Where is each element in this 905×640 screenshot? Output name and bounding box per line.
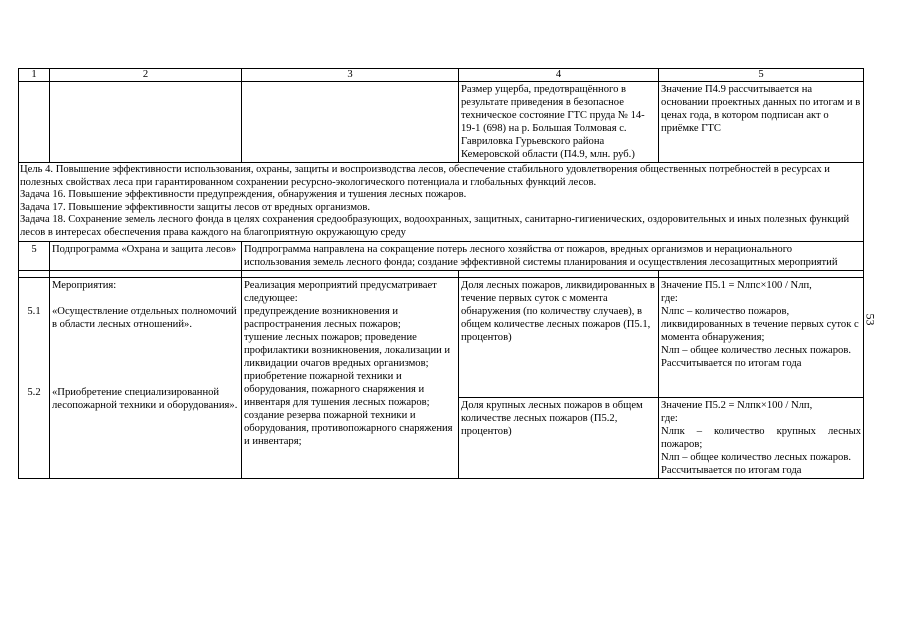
program-table <box>18 68 864 479</box>
activity-row-5-1 <box>19 277 864 397</box>
def-5-2-b: Nлп – общее количество лесных пожаров. <box>661 451 851 463</box>
goal-row <box>19 163 864 242</box>
header-col-4: 4 <box>459 69 659 82</box>
calc-5-2: Рассчитывается по итогам года <box>661 464 802 476</box>
page-number: 53 <box>863 313 878 326</box>
header-col-3: 3 <box>242 69 459 82</box>
calc-5-1: Рассчитывается по итогам года <box>661 357 802 369</box>
subprogram-row <box>19 241 864 270</box>
subprogram-number: 5 <box>19 241 50 270</box>
header-row <box>19 69 864 82</box>
implementation-item-1: предупреждение возникновения и распространения лесных пожаров; <box>244 305 401 330</box>
header-col-5: 5 <box>659 69 864 82</box>
ghs-indicator: Размер ущерба, предотвращённого в результате приведения в безопасное техническое состояние ГТС пруда № 14-19-1 (698) на р. Большая Толмовая с. Гавриловка Гурьевского района Кемеровской области (П4.9, млн. руб.) <box>459 82 659 163</box>
implementation-item-4: создание резерва пожарной техники и оборудования, противопожарного снаряжения и инвентаря; <box>244 409 453 447</box>
goal-cell <box>19 163 864 242</box>
method-5-1: Значение П5.1 = Nлпс×100 / Nлп, где: Nлпс – количество пожаров, ликвидированных в течение первых суток с момента обнаружения; Nлп – общее количество лесных пожаров. Рассчитывается по итогам года <box>659 277 864 397</box>
header-col-1: 1 <box>19 69 50 82</box>
goal-text: Цель 4. Повышение эффективности использования, охраны, защиты и воспроизводства лесов, обеспечение стабильного удовлетворения общественных потребностей в ресурсах и полезных свойствах леса при гарантированном сохранении ресурсно-экологического потенциала и глобальных функций лесов. <box>20 164 830 188</box>
def-5-1-b: Nлп – общее количество лесных пожаров. <box>661 344 851 356</box>
ghs-method: Значение П4.9 рассчитывается на основании проектных данных по итогам и в ценах года, в котором подписан акт о приёмке ГТС <box>659 82 864 163</box>
task-17: Задача 17. Повышение эффективности защиты лесов от вредных организмов. <box>20 201 370 213</box>
activities-heading: Мероприятия: <box>52 279 117 291</box>
implementation-item-2: тушение лесных пожаров; проведение профилактики возникновения, локализации и ликвидации очагов вредных организмов; <box>244 331 451 369</box>
def-5-2-a: Nлпк – количество крупных лесных пожаров; <box>661 425 861 450</box>
indicator-5-1: Доля лесных пожаров, ликвидированных в течение первых суток с момента обнаружения (по количеству случаев), в общем количестве лесных пожаров (П5.1, процентов) <box>459 277 659 397</box>
method-5-2: Значение П5.2 = Nлпк×100 / Nлп, где: Nлпк – количество крупных лесных пожаров; Nлп – общее количество лесных пожаров. Рассчитывается по итогам года <box>659 397 864 478</box>
spacer-row <box>19 270 864 277</box>
activity-name-5-2: «Приобретение специализированной лесопожарной техники и оборудования». <box>52 386 238 411</box>
implementation-item-3: приобретение пожарной техники и оборудования, пожарного снаряжения и инвентаря для тушения лесных пожаров; <box>244 370 430 408</box>
indicator-5-2: Доля крупных лесных пожаров в общем количестве лесных пожаров (П5.2, процентов) <box>459 397 659 478</box>
def-5-1-a: Nлпс – количество пожаров, ликвидированных в течение первых суток с момента обнаружения; <box>661 305 859 343</box>
activity-name-5-1: «Осуществление отдельных полномочий в области лесных отношений». <box>52 305 237 330</box>
ghs-row <box>19 82 864 163</box>
activity-number-5-1: 5.1 <box>27 305 41 317</box>
subprogram-name: Подпрограмма «Охрана и защита лесов» <box>50 241 242 270</box>
formula-5-2: Значение П5.2 = Nлпк×100 / Nлп, <box>661 399 813 411</box>
implementation-intro: Реализация мероприятий предусматривает следующее: <box>244 279 437 304</box>
task-16: Задача 16. Повышение эффективности предупреждения, обнаружения и тушения лесных пожаров. <box>20 189 467 201</box>
header-col-2: 2 <box>50 69 242 82</box>
subprogram-description: Подпрограмма направлена на сокращение потерь лесного хозяйства от пожаров, вредных организмов и нерационального использования земель лесного фонда; создание эффективной системы планирования и осуществления лесозащитных мероприятий <box>242 241 864 270</box>
activity-number-5-2: 5.2 <box>27 386 41 398</box>
task-18: Задача 18. Сохранение земель лесного фонда в целях сохранения средообразующих, водоохранных, защитных, санитарно-гигиенических, оздоровительных и иных полезных функций лесов в интересах обеспечения права каждого на благоприятную окружающую среду <box>20 214 850 238</box>
activity-numbers <box>19 277 50 478</box>
formula-5-1: Значение П5.1 = Nлпс×100 / Nлп, <box>661 279 812 291</box>
activity-names <box>50 277 242 478</box>
activity-implementation <box>242 277 459 478</box>
